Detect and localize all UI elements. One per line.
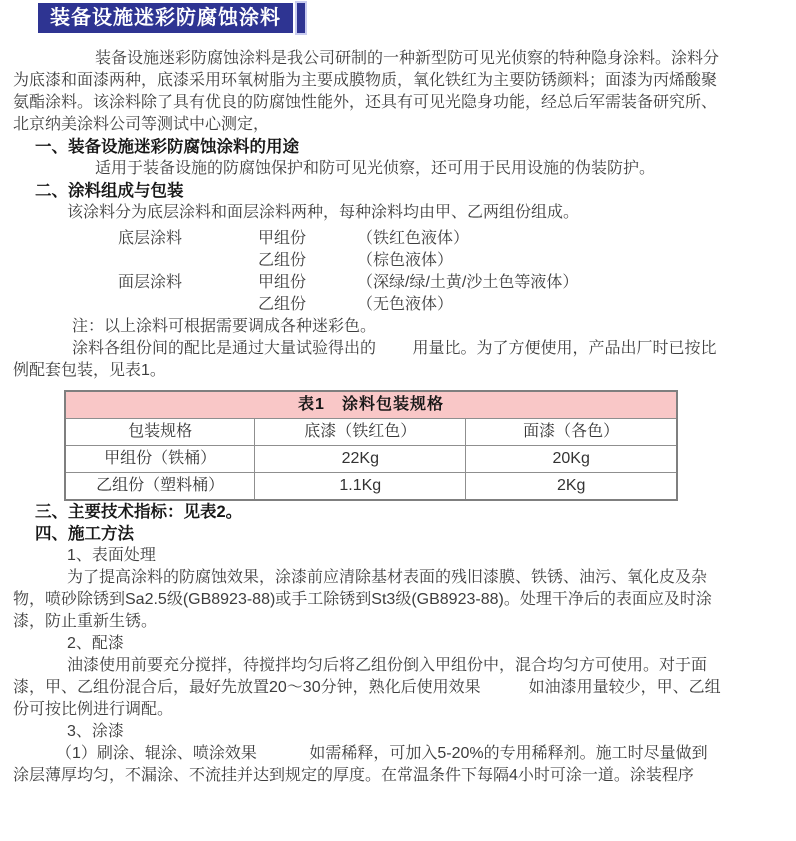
- table-cell: 乙组份（塑料桶）: [65, 472, 255, 500]
- document-content: [0, 36, 796, 787]
- component-row-topcoat-a: [13, 272, 721, 294]
- table-cell: 1.1Kg: [255, 472, 466, 500]
- table-cell: 甲组份（铁桶）: [65, 445, 255, 472]
- intro-paragraph: 装备设施迷彩防腐蚀涂料是我公司研制的一种新型防可见光侦察的特种隐身涂料。涂料分为底漆和面漆两种，底漆采用环氧树脂为主要成膜物质，氧化铁红为主要防锈颜料；面漆为丙烯酸聚氨酯涂料。该涂料除了具有优良的防腐蚀性能外，还具有可见光隐身功能，经总后军需装备研究所、北京纳美涂料公司等测试中心测定，: [13, 50, 720, 133]
- component-list: [13, 228, 721, 316]
- component-desc: （深绿/绿/土黄/沙土色等液体）: [357, 274, 579, 291]
- step3-title: 3、涂漆: [67, 723, 124, 740]
- section1-body: 适用于装备设施的防腐蚀保护和防可见光侦察，还可用于民用设施的伪装防护。: [95, 160, 656, 177]
- step2-title: 2、配漆: [67, 635, 124, 652]
- title-banner-accent-bar: [297, 3, 305, 33]
- title-banner: 装备设施迷彩防腐蚀涂料: [38, 3, 293, 33]
- section2-heading: 二、涂料组成与包装: [35, 182, 184, 200]
- step3-body: （1）刷涂、辊涂、喷涂效果 如需稀释，可加入5-20%的专用稀释剂。施工时尽量做到涂层薄厚均匀，不漏涂、不流挂并达到规定的厚度。在常温条件下每隔4小时可涂一道。涂装程序: [13, 745, 708, 784]
- component-desc: （无色液体）: [357, 296, 454, 313]
- table-row: [65, 445, 677, 472]
- packaging-spec-table: [64, 390, 678, 501]
- component-part-label: 乙组份: [258, 296, 307, 313]
- table-header-cell: 包装规格: [65, 418, 255, 445]
- component-group-label: 底层涂料: [118, 230, 183, 247]
- table-title: 表1 涂料包装规格: [65, 391, 677, 418]
- component-group-label: 面层涂料: [118, 274, 183, 291]
- section1-heading: 一、装备设施迷彩防腐蚀涂料的用途: [35, 138, 299, 156]
- component-part-label: 甲组份: [258, 230, 307, 247]
- component-row-primer-a: [13, 228, 721, 250]
- table-cell: 22Kg: [255, 445, 466, 472]
- table-header-cell: 底漆（铁红色）: [255, 418, 466, 445]
- table-title-row: [65, 391, 677, 418]
- table-cell: 20Kg: [466, 445, 677, 472]
- component-part-label: 甲组份: [258, 274, 307, 291]
- component-desc: （棕色液体）: [357, 252, 454, 269]
- component-part-label: 乙组份: [258, 252, 307, 269]
- color-note: 注：以上涂料可根据需要调成各种迷彩色。: [72, 318, 377, 335]
- section3-heading: 三、主要技术指标：见表2。: [35, 503, 243, 521]
- table-row: [65, 472, 677, 500]
- step2-body: 油漆使用前要充分搅拌，待搅拌均匀后将乙组份倒入甲组份中，混合均匀方可使用。对于面漆，甲、乙组份混合后，最好先放置20～30分钟，熟化后使用效果 如油漆用量较少，甲、乙组份可按比例进行调配。: [13, 657, 721, 718]
- component-row-primer-b: [13, 250, 721, 272]
- section4-heading: 四、施工方法: [35, 525, 134, 543]
- table-header-cell: 面漆（各色）: [466, 418, 677, 445]
- ratio-paragraph: 涂料各组份间的配比是通过大量试验得出的 用量比。为了方便使用，产品出厂时已按比例配套包装，见表1。: [13, 340, 717, 379]
- table-header-row: [65, 418, 677, 445]
- component-desc: （铁红色液体）: [357, 230, 470, 247]
- table-cell: 2Kg: [466, 472, 677, 500]
- step1-title: 1、表面处理: [67, 547, 156, 564]
- component-row-topcoat-b: [13, 294, 721, 316]
- section2-body: 该涂料分为底层涂料和面层涂料两种，每种涂料均由甲、乙两组份组成。: [67, 204, 580, 221]
- step1-body: 为了提高涂料的防腐蚀效果，涂漆前应清除基材表面的残旧漆膜、铁锈、油污、氧化皮及杂物，喷砂除锈到Sa2.5级(GB8923-88)或手工除锈到St3级(GB8923-88)。处理干净后的表面应及时涂漆，防止重新生锈。: [13, 569, 712, 630]
